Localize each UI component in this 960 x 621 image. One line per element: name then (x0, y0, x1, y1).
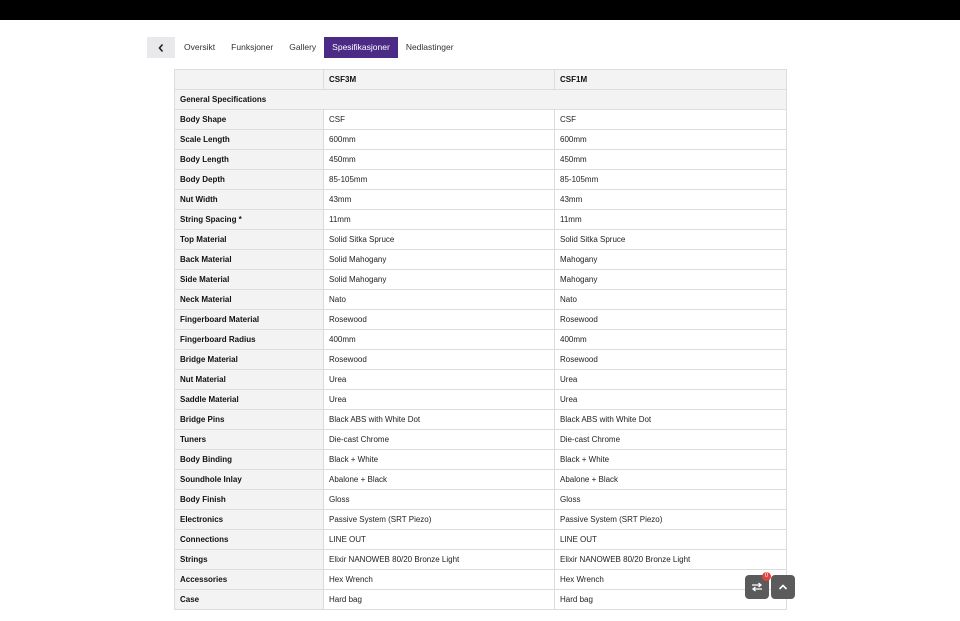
spec-value-csf3m: Black ABS with White Dot (324, 410, 555, 430)
spec-value-csf1m: Mahogany (555, 250, 787, 270)
spec-label: Accessories (175, 570, 324, 590)
back-button[interactable] (147, 37, 175, 58)
table-row (175, 510, 787, 530)
spec-label: Neck Material (175, 290, 324, 310)
spec-value-csf1m: 43mm (555, 190, 787, 210)
spec-label: Soundhole Inlay (175, 470, 324, 490)
spec-label: Body Depth (175, 170, 324, 190)
spec-value-csf3m: Black + White (324, 450, 555, 470)
spec-value-csf1m: 600mm (555, 130, 787, 150)
table-row (175, 530, 787, 550)
spec-value-csf3m: Solid Mahogany (324, 250, 555, 270)
spec-label: Body Binding (175, 450, 324, 470)
section-title: General Specifications (175, 90, 787, 110)
header-model-csf3m: CSF3M (324, 70, 555, 90)
table-row (175, 290, 787, 310)
spec-value-csf3m: Rosewood (324, 310, 555, 330)
table-row (175, 130, 787, 150)
spec-label: String Spacing * (175, 210, 324, 230)
spec-label: Side Material (175, 270, 324, 290)
spec-value-csf1m: 400mm (555, 330, 787, 350)
spec-value-csf1m: Urea (555, 390, 787, 410)
table-row (175, 370, 787, 390)
spec-label: Electronics (175, 510, 324, 530)
spec-value-csf1m: Rosewood (555, 350, 787, 370)
spec-value-csf1m: Black + White (555, 450, 787, 470)
tab-nedlastinger[interactable]: Nedlastinger (405, 42, 454, 52)
specifications-table (174, 69, 787, 610)
compare-icon (751, 582, 763, 592)
scroll-top-button[interactable] (771, 575, 795, 599)
spec-value-csf1m: Abalone + Black (555, 470, 787, 490)
spec-label: Tuners (175, 430, 324, 450)
spec-value-csf1m: LINE OUT (555, 530, 787, 550)
table-row (175, 150, 787, 170)
tab-gallery[interactable]: Gallery (289, 42, 317, 52)
table-row (175, 390, 787, 410)
spec-value-csf3m: LINE OUT (324, 530, 555, 550)
compare-count-badge: 0 (762, 572, 771, 581)
spec-value-csf1m: 11mm (555, 210, 787, 230)
table-row (175, 110, 787, 130)
spec-label: Saddle Material (175, 390, 324, 410)
spec-value-csf1m: 85-105mm (555, 170, 787, 190)
spec-value-csf3m: Solid Mahogany (324, 270, 555, 290)
header-model-csf1m: CSF1M (555, 70, 787, 90)
chevron-left-icon (157, 43, 165, 53)
table-row (175, 590, 787, 610)
spec-value-csf3m: Hex Wrench (324, 570, 555, 590)
spec-value-csf3m: Elixir NANOWEB 80/20 Bronze Light (324, 550, 555, 570)
table-row (175, 410, 787, 430)
spec-value-csf3m: 43mm (324, 190, 555, 210)
table-row (175, 450, 787, 470)
table-row (175, 190, 787, 210)
spec-value-csf3m: 450mm (324, 150, 555, 170)
spec-label: Body Shape (175, 110, 324, 130)
spec-value-csf3m: Hard bag (324, 590, 555, 610)
tab-spesifikasjoner[interactable]: Spesifikasjoner (324, 37, 398, 58)
header-blank (175, 70, 324, 90)
spec-value-csf3m: Urea (324, 370, 555, 390)
spec-label: Fingerboard Material (175, 310, 324, 330)
table-row (175, 430, 787, 450)
spec-label: Case (175, 590, 324, 610)
spec-value-csf3m: Urea (324, 390, 555, 410)
spec-value-csf1m: Passive System (SRT Piezo) (555, 510, 787, 530)
spec-value-csf1m: Urea (555, 370, 787, 390)
spec-label: Strings (175, 550, 324, 570)
spec-value-csf3m: Solid Sitka Spruce (324, 230, 555, 250)
chevron-up-icon (778, 583, 788, 591)
spec-value-csf3m: Passive System (SRT Piezo) (324, 510, 555, 530)
spec-value-csf3m: 600mm (324, 130, 555, 150)
table-row (175, 350, 787, 370)
spec-label: Bridge Material (175, 350, 324, 370)
spec-label: Body Length (175, 150, 324, 170)
spec-value-csf1m: Nato (555, 290, 787, 310)
tab-funksjoner[interactable]: Funksjoner (231, 42, 274, 52)
spec-value-csf3m: 85-105mm (324, 170, 555, 190)
table-row (175, 310, 787, 330)
table-header-row (175, 70, 787, 90)
spec-value-csf1m: 450mm (555, 150, 787, 170)
tab-navigation (147, 37, 462, 58)
spec-value-csf1m: Die-cast Chrome (555, 430, 787, 450)
top-bar (0, 0, 960, 20)
table-row (175, 470, 787, 490)
spec-value-csf1m: Hex Wrench (555, 570, 787, 590)
spec-value-csf3m: Rosewood (324, 350, 555, 370)
table-row (175, 170, 787, 190)
spec-label: Back Material (175, 250, 324, 270)
section-row (175, 90, 787, 110)
spec-value-csf1m: Elixir NANOWEB 80/20 Bronze Light (555, 550, 787, 570)
spec-value-csf3m: Abalone + Black (324, 470, 555, 490)
spec-value-csf3m: Gloss (324, 490, 555, 510)
table-row (175, 550, 787, 570)
spec-label: Scale Length (175, 130, 324, 150)
table-row (175, 250, 787, 270)
spec-label: Bridge Pins (175, 410, 324, 430)
spec-value-csf1m: Hard bag (555, 590, 787, 610)
spec-value-csf3m: Nato (324, 290, 555, 310)
table-row (175, 570, 787, 590)
spec-label: Body Finish (175, 490, 324, 510)
table-row (175, 330, 787, 350)
spec-value-csf3m: Die-cast Chrome (324, 430, 555, 450)
spec-label: Connections (175, 530, 324, 550)
table-row (175, 210, 787, 230)
tab-oversikt[interactable]: Oversikt (184, 42, 216, 52)
spec-value-csf3m: CSF (324, 110, 555, 130)
spec-value-csf3m: 400mm (324, 330, 555, 350)
spec-value-csf1m: Gloss (555, 490, 787, 510)
table-row (175, 490, 787, 510)
spec-value-csf1m: Mahogany (555, 270, 787, 290)
spec-label: Nut Material (175, 370, 324, 390)
spec-label: Fingerboard Radius (175, 330, 324, 350)
spec-value-csf1m: Black ABS with White Dot (555, 410, 787, 430)
table-row (175, 270, 787, 290)
spec-value-csf3m: 11mm (324, 210, 555, 230)
spec-value-csf1m: CSF (555, 110, 787, 130)
spec-label: Nut Width (175, 190, 324, 210)
spec-value-csf1m: Rosewood (555, 310, 787, 330)
spec-label: Top Material (175, 230, 324, 250)
table-row (175, 230, 787, 250)
spec-value-csf1m: Solid Sitka Spruce (555, 230, 787, 250)
